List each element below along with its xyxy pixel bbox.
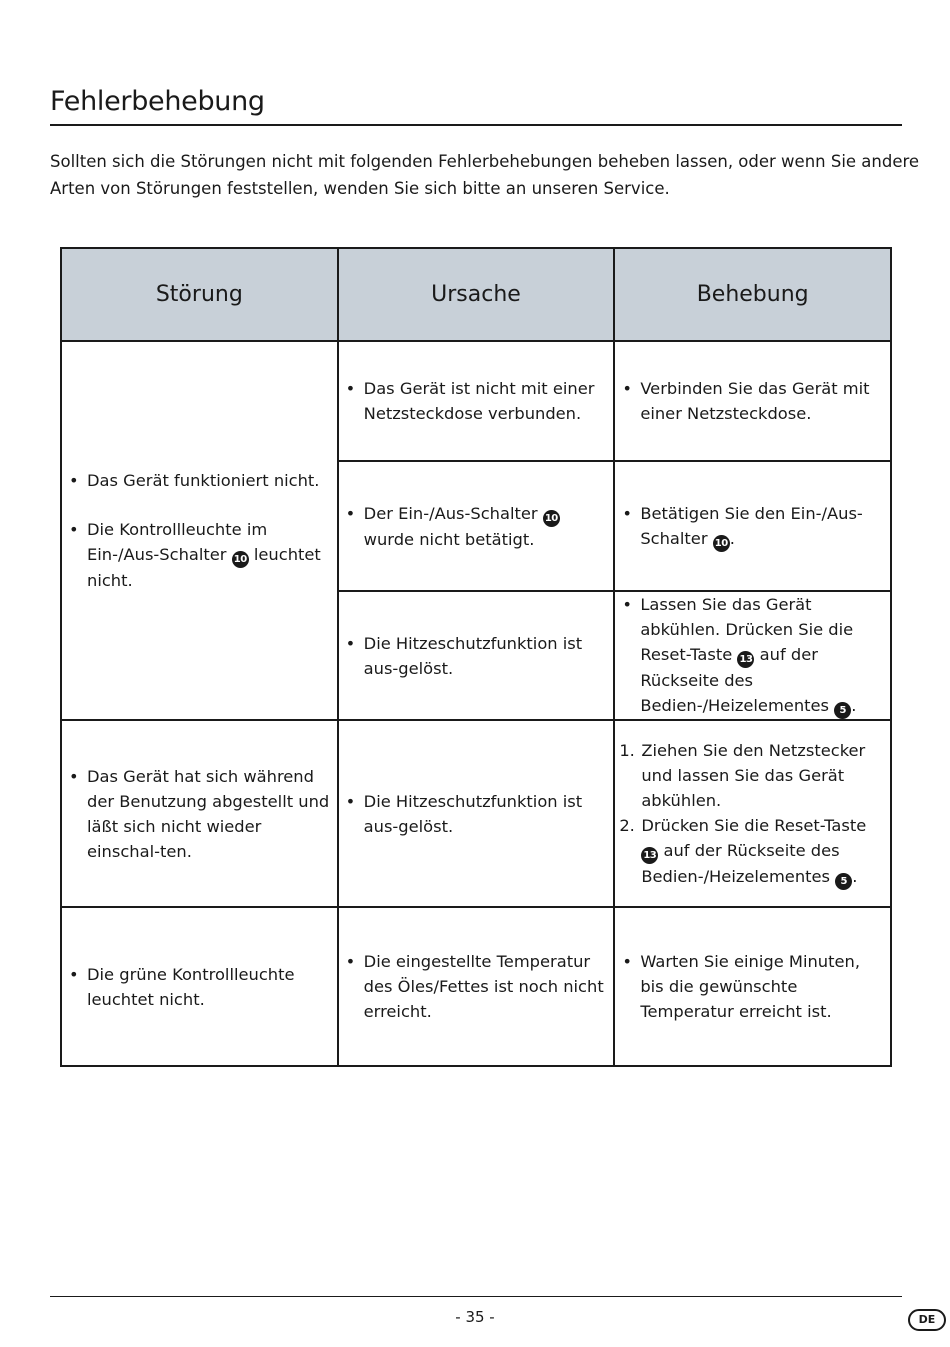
intro-paragraph <box>50 148 920 202</box>
bullet-item: • Die eingestellte Temperatur des Öles/Fettes ist noch nicht erreicht. <box>343 949 610 1024</box>
column-header-ursache: Ursache <box>338 248 615 341</box>
bullet-item: • Das Gerät funktioniert nicht. <box>66 468 333 493</box>
stoerung-cell <box>61 341 338 720</box>
bullet-text: . <box>729 528 735 548</box>
bullet-item: • Warten Sie einige Minuten, bis die gewünschte Temperatur erreicht ist. <box>619 949 886 1024</box>
bullet-item <box>619 592 886 719</box>
step-text: Drücken Sie die Reset-Taste <box>641 815 867 835</box>
title-divider <box>50 124 902 126</box>
table-row <box>61 720 891 907</box>
callout-badge: 10 <box>543 510 560 527</box>
page-number: - 35 - <box>455 1308 495 1326</box>
callout-badge: 13 <box>641 847 658 864</box>
bullet-item <box>66 517 333 593</box>
callout-badge: 13 <box>737 651 754 668</box>
stoerung-cell <box>61 907 338 1066</box>
behebung-cell <box>614 591 891 720</box>
bullet-item: • Das Gerät ist nicht mit einer Netzsteckdose verbunden. <box>343 376 610 426</box>
footer-divider <box>50 1296 902 1297</box>
intro-line: Arten von Störungen feststellen, wenden Sie sich bitte an unseren Service. <box>50 179 670 198</box>
bullet-text: Der Ein-/Aus-Schalter <box>363 503 538 523</box>
ursache-cell <box>338 591 615 720</box>
step-text: . <box>852 866 858 886</box>
callout-badge: 5 <box>834 702 851 719</box>
bullet-item: • Die grüne Kontrollleuchte leuchtet nicht. <box>66 962 333 1012</box>
bullet-text: leuchtet nicht. <box>87 545 321 590</box>
column-header-stoerung: Störung <box>61 248 338 341</box>
callout-badge: 10 <box>232 551 249 568</box>
bullet-item <box>343 501 610 552</box>
bullet-item: • Verbinden Sie das Gerät mit einer Netzsteckdose. <box>619 376 886 426</box>
bullet-item: • Die Hitzeschutzfunktion ist aus-gelöst. <box>343 631 610 681</box>
bullet-text: auf der Rückseite des Bedien-/Heizelementes <box>640 645 830 715</box>
table-header-row <box>61 248 891 341</box>
bullet-text: Lassen Sie das Gerät abkühlen. Drücken Sie die Reset-Taste <box>640 595 854 664</box>
ursache-cell <box>338 907 615 1066</box>
table-row <box>61 341 891 461</box>
intro-line: Sollten sich die Störungen nicht mit folgenden Fehlerbehebungen beheben lassen, oder wenn Sie andere <box>50 152 920 171</box>
bullet-item <box>619 501 886 552</box>
table-row <box>61 907 891 1066</box>
language-badge: DE <box>908 1309 946 1331</box>
step-text: auf der Rückseite des Bedien-/Heizelementes <box>641 840 840 886</box>
bullet-item: • Die Hitzeschutzfunktion ist aus-gelöst. <box>343 789 610 839</box>
numbered-step <box>619 738 886 813</box>
bullet-text: Betätigen Sie den Ein-/Aus-Schalter <box>640 503 863 548</box>
column-header-behebung: Behebung <box>614 248 891 341</box>
callout-badge: 5 <box>835 873 852 890</box>
ursache-cell <box>338 720 615 907</box>
behebung-cell <box>614 341 891 461</box>
page-title: Fehlerbehebung <box>50 86 265 117</box>
callout-badge: 10 <box>713 535 730 552</box>
step-text: Ziehen Sie den Netzstecker und lassen Sie das Gerät abkühlen. <box>641 740 866 810</box>
step-number: 1. <box>619 740 635 760</box>
bullet-text: Die Kontrollleuchte im Ein-/Aus-Schalter <box>87 520 268 564</box>
numbered-step <box>619 813 886 890</box>
bullet-text: wurde nicht betätigt. <box>363 529 535 549</box>
behebung-cell <box>614 907 891 1066</box>
bullet-text: . <box>851 696 857 715</box>
stoerung-cell <box>61 720 338 907</box>
behebung-cell <box>614 720 891 907</box>
step-number: 2. <box>619 815 635 835</box>
troubleshooting-table <box>60 247 892 1067</box>
ursache-cell <box>338 341 615 461</box>
bullet-item: • Das Gerät hat sich während der Benutzung abgestellt und läßt sich nicht wieder einschal-ten. <box>66 764 333 864</box>
ursache-cell <box>338 461 615 591</box>
behebung-cell <box>614 461 891 591</box>
